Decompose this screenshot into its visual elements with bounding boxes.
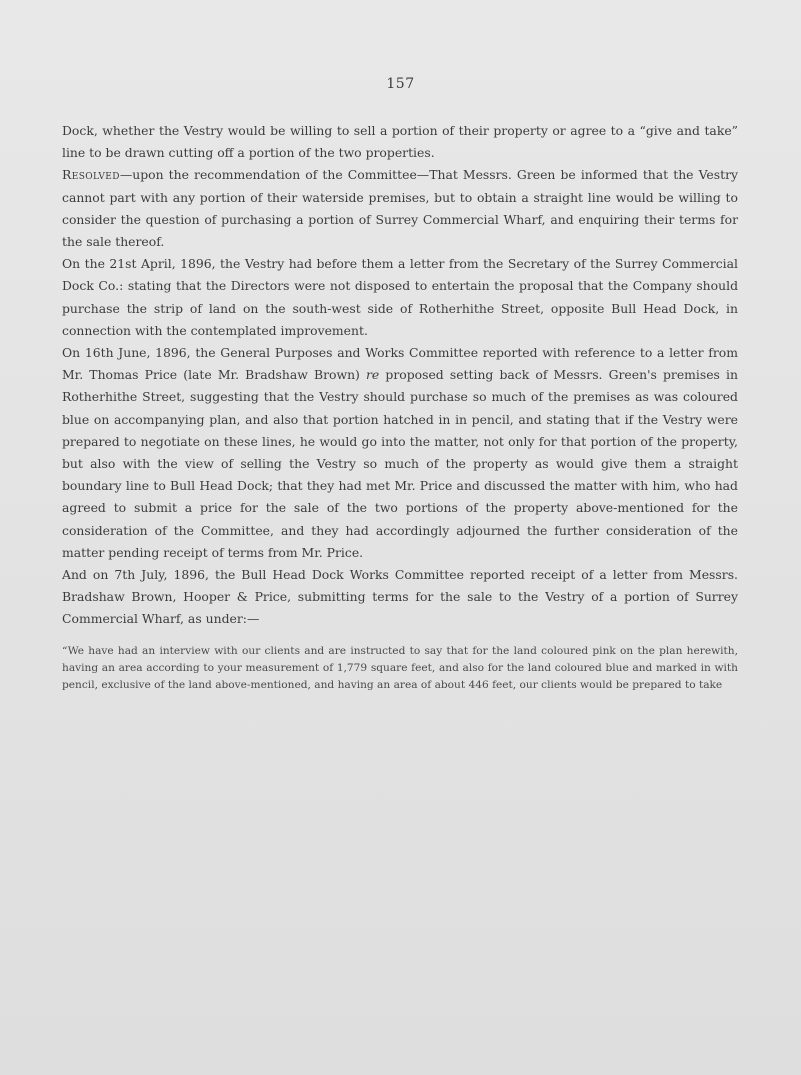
june-text-start: On 16th June, 1896, the General Purposes and Works Committee reported with reference to a letter from Mr. Thomas Price (late Mr. Bradshaw Brown) bbox=[62, 345, 738, 383]
resolved-text: —upon the recommendation of the Committee—That Messrs. Green be informed that the Vestry cannot part with any portion of their waterside premises, but to obtain a straight line would be willing to consider the question of purchasing a portion of Surrey Commercial Wharf, and enquiring their terms for the sale thereof. bbox=[62, 167, 738, 250]
paragraph-16th-june bbox=[62, 342, 738, 564]
document-body bbox=[62, 120, 738, 694]
paragraph-7th-july: And on 7th July, 1896, the Bull Head Dock Works Committee reported receipt of a letter from Messrs. Bradshaw Brown, Hooper & Price, submitting terms for the sale to the Vestry of a portion of Surrey Commercial Wharf, as under:— bbox=[62, 567, 738, 627]
page-number: 157 bbox=[386, 76, 415, 92]
june-text-end: proposed setting back of Messrs. Green's premises in Rotherhithe Street, suggesting that the Vestry should purchase so much of the premises as was coloured blue on accompanying plan, and also that portion hatched in in pencil, and stating that if the Vestry were prepared to negotiate on these lines, he would go into the matter, not only for that portion of the property, but also with the view of selling the Vestry so much of the property as would give them a straight boundary line to Bull Head Dock; that they had met Mr. Price and discussed the matter with him, who had agreed to submit a price for the sale of the two portions of the property above-mentioned for the consideration of the Committee, and they had accordingly adjourned the further consideration of the matter pending receipt of terms from Mr. Price. bbox=[62, 367, 738, 560]
paragraph-dock-whether: Dock, whether the Vestry would be willing to sell a portion of their property or agree to a “give and take” line to be drawn cutting off a portion of the two properties. bbox=[62, 123, 738, 161]
re-italic: re bbox=[366, 367, 380, 383]
resolved-label: Resolved bbox=[62, 167, 120, 183]
paragraph-resolved bbox=[62, 164, 738, 253]
quoted-letter: “We have had an interview with our clients and are instructed to say that for the land coloured pink on the plan herewith, having an area according to your measurement of 1,779 square feet, and also for the land coloured blue and marked in with pencil, exclusive of the land above-mentioned, and having an area of about 446 feet, our clients would be prepared to take bbox=[62, 644, 738, 692]
paragraph-21st-april: On the 21st April, 1896, the Vestry had before them a letter from the Secretary of the Surrey Commercial Dock Co.: stating that the Directors were not disposed to entertain the proposal that the Company should purchase the strip of land on the south-west side of Rotherhithe Street, opposite Bull Head Dock, in connection with the contemplated improvement. bbox=[62, 256, 738, 338]
